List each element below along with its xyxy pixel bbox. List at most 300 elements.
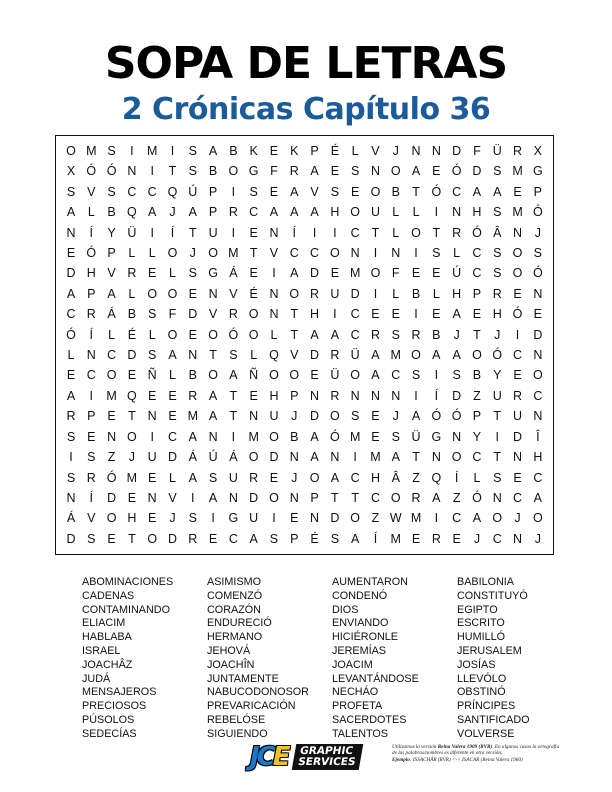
grid-cell[interactable]: N — [289, 490, 299, 505]
grid-cell[interactable]: E — [148, 266, 157, 281]
grid-cell[interactable]: Z — [107, 450, 116, 465]
grid-cell[interactable]: O — [350, 368, 361, 383]
grid-cell[interactable]: P — [87, 409, 96, 424]
grid-cell[interactable]: R — [492, 286, 502, 301]
grid-cell[interactable]: A — [310, 450, 319, 465]
grid-cell[interactable]: A — [472, 511, 482, 526]
grid-cell[interactable]: Í — [89, 327, 94, 342]
grid-cell[interactable]: E — [371, 307, 380, 322]
grid-cell[interactable]: U — [513, 409, 523, 424]
grid-cell[interactable]: E — [127, 490, 137, 505]
grid-cell[interactable]: E — [310, 368, 319, 383]
grid-cell[interactable]: I — [272, 266, 276, 281]
grid-cell[interactable]: C — [107, 348, 117, 363]
grid-cell[interactable]: S — [493, 164, 502, 179]
grid-cell[interactable]: S — [493, 266, 502, 281]
grid-cell[interactable]: J — [128, 450, 136, 465]
grid-cell[interactable]: E — [513, 286, 522, 301]
grid-cell[interactable]: N — [66, 490, 76, 505]
grid-cell[interactable]: N — [249, 409, 259, 424]
grid-cell[interactable]: M — [86, 144, 97, 158]
grid-cell[interactable]: L — [169, 470, 176, 485]
grid-cell[interactable]: N — [370, 388, 380, 403]
grid-cell[interactable]: E — [269, 144, 279, 158]
grid-cell[interactable]: P — [87, 286, 96, 301]
grid-cell[interactable]: C — [66, 307, 76, 322]
grid-cell[interactable]: G — [532, 164, 543, 179]
grid-cell[interactable]: L — [392, 205, 400, 220]
grid-cell[interactable]: Ó — [106, 470, 117, 485]
grid-cell[interactable]: V — [269, 246, 279, 261]
grid-cell[interactable]: S — [452, 368, 461, 383]
grid-cell[interactable]: C — [310, 246, 320, 261]
grid-cell[interactable]: G — [431, 429, 442, 444]
grid-cell[interactable]: M — [512, 164, 523, 179]
grid-cell[interactable]: H — [86, 266, 96, 281]
grid-cell[interactable]: E — [432, 307, 441, 322]
grid-cell[interactable]: N — [269, 307, 279, 322]
grid-cell[interactable]: D — [167, 450, 177, 465]
grid-cell[interactable]: L — [67, 348, 75, 363]
grid-cell[interactable]: N — [310, 388, 320, 403]
grid-cell[interactable]: A — [290, 266, 299, 281]
grid-cell[interactable]: O — [390, 490, 401, 505]
grid-cell[interactable]: T — [412, 450, 420, 465]
grid-cell[interactable]: V — [107, 266, 116, 281]
grid-cell[interactable]: F — [270, 164, 278, 179]
grid-cell[interactable]: C — [228, 531, 238, 546]
grid-cell[interactable]: U — [269, 409, 279, 424]
grid-cell[interactable]: Í — [292, 225, 296, 240]
grid-cell[interactable]: E — [269, 470, 279, 485]
grid-cell[interactable]: R — [513, 144, 523, 158]
grid-cell[interactable]: R — [127, 266, 137, 281]
grid-cell[interactable]: A — [310, 429, 319, 444]
grid-cell[interactable]: I — [414, 246, 418, 261]
grid-cell[interactable]: I — [414, 388, 418, 403]
grid-cell[interactable]: C — [391, 368, 401, 383]
grid-cell[interactable]: U — [370, 205, 380, 220]
grid-cell[interactable]: S — [188, 511, 197, 526]
grid-cell[interactable]: S — [350, 164, 360, 179]
grid-cell[interactable]: E — [513, 184, 522, 199]
grid-cell[interactable]: Á — [107, 307, 116, 322]
grid-cell[interactable]: O — [167, 246, 178, 261]
grid-cell[interactable]: E — [411, 531, 421, 546]
grid-cell[interactable]: P — [107, 246, 116, 261]
grid-cell[interactable]: A — [249, 531, 258, 546]
grid-cell[interactable]: O — [512, 246, 523, 261]
grid-cell[interactable]: P — [290, 531, 299, 546]
grid-cell[interactable]: T — [331, 490, 339, 505]
grid-cell[interactable]: J — [392, 409, 399, 424]
grid-cell[interactable]: N — [350, 388, 360, 403]
grid-cell[interactable]: Á — [188, 450, 197, 465]
grid-cell[interactable]: J — [392, 144, 399, 158]
grid-cell[interactable]: R — [188, 388, 198, 403]
grid-cell[interactable]: D — [310, 409, 320, 424]
grid-cell[interactable]: N — [127, 164, 137, 179]
grid-cell[interactable]: O — [147, 531, 158, 546]
grid-cell[interactable]: L — [250, 348, 258, 363]
grid-cell[interactable]: M — [228, 246, 239, 261]
grid-cell[interactable]: D — [350, 286, 360, 301]
grid-cell[interactable]: É — [310, 531, 319, 546]
grid-cell[interactable]: R — [513, 388, 523, 403]
grid-cell[interactable]: V — [168, 490, 177, 505]
grid-cell[interactable]: O — [269, 368, 279, 383]
grid-cell[interactable]: C — [249, 205, 259, 220]
grid-cell[interactable]: M — [126, 470, 138, 485]
grid-cell[interactable]: I — [231, 429, 236, 444]
grid-cell[interactable]: L — [169, 266, 176, 281]
grid-cell[interactable]: B — [208, 164, 218, 179]
grid-cell[interactable]: Z — [412, 470, 420, 485]
grid-cell[interactable]: N — [269, 286, 279, 301]
grid-cell[interactable]: H — [127, 511, 137, 526]
grid-cell[interactable]: G — [228, 511, 239, 526]
grid-cell[interactable]: H — [452, 286, 462, 301]
grid-cell[interactable]: Í — [454, 470, 459, 485]
grid-cell[interactable]: E — [148, 470, 157, 485]
grid-cell[interactable]: J — [534, 531, 541, 546]
grid-cell[interactable]: Y — [493, 368, 502, 383]
grid-cell[interactable]: D — [269, 450, 279, 465]
grid-cell[interactable]: I — [69, 450, 73, 465]
grid-cell[interactable]: N — [513, 450, 523, 465]
grid-cell[interactable]: E — [330, 266, 340, 281]
grid-cell[interactable]: P — [310, 144, 319, 158]
grid-cell[interactable]: K — [290, 144, 299, 158]
grid-cell[interactable]: E — [330, 164, 340, 179]
grid-cell[interactable]: E — [168, 409, 177, 424]
grid-cell[interactable]: S — [432, 246, 441, 261]
grid-cell[interactable]: M — [370, 450, 381, 465]
grid-cell[interactable]: M — [248, 429, 259, 444]
grid-cell[interactable]: D — [452, 388, 462, 403]
grid-cell[interactable]: O — [127, 429, 137, 444]
grid-cell[interactable]: Ó — [106, 164, 117, 179]
grid-cell[interactable]: R — [330, 348, 340, 363]
grid-cell[interactable]: Q — [127, 388, 137, 403]
grid-cell[interactable]: N — [208, 286, 218, 301]
grid-cell[interactable]: I — [130, 144, 134, 158]
grid-cell[interactable]: S — [411, 368, 421, 383]
grid-cell[interactable]: T — [493, 409, 502, 424]
grid-cell[interactable]: S — [350, 409, 360, 424]
grid-cell[interactable]: A — [411, 409, 421, 424]
grid-cell[interactable]: E — [350, 184, 360, 199]
grid-cell[interactable]: I — [89, 388, 94, 403]
grid-cell[interactable]: O — [248, 307, 259, 322]
grid-cell[interactable]: A — [290, 205, 299, 220]
grid-cell[interactable]: P — [472, 409, 482, 424]
grid-cell[interactable]: A — [452, 307, 461, 322]
grid-cell[interactable]: N — [391, 246, 401, 261]
grid-cell[interactable]: N — [350, 246, 360, 261]
grid-cell[interactable]: T — [128, 409, 136, 424]
grid-cell[interactable]: S — [208, 470, 218, 485]
grid-cell[interactable]: N — [228, 490, 238, 505]
grid-cell[interactable]: R — [411, 327, 421, 342]
grid-cell[interactable]: A — [432, 490, 441, 505]
grid-cell[interactable]: P — [310, 490, 319, 505]
grid-cell[interactable]: I — [373, 286, 378, 301]
grid-cell[interactable]: Í — [373, 531, 378, 546]
grid-cell[interactable]: T — [209, 348, 217, 363]
grid-cell[interactable]: L — [169, 368, 176, 383]
grid-cell[interactable]: A — [229, 368, 238, 383]
grid-cell[interactable]: B — [127, 307, 137, 322]
grid-cell[interactable]: V — [371, 144, 380, 158]
grid-cell[interactable]: C — [472, 450, 482, 465]
grid-cell[interactable]: N — [208, 429, 218, 444]
grid-cell[interactable]: I — [495, 429, 499, 444]
grid-cell[interactable]: S — [391, 429, 400, 444]
grid-cell[interactable]: N — [289, 450, 299, 465]
grid-cell[interactable]: G — [248, 164, 259, 179]
grid-cell[interactable]: Ó — [451, 164, 462, 179]
grid-cell[interactable]: E — [371, 429, 380, 444]
grid-cell[interactable]: T — [412, 184, 420, 199]
grid-cell[interactable]: Í — [89, 225, 94, 240]
grid-cell[interactable]: O — [208, 327, 218, 342]
grid-cell[interactable]: R — [310, 286, 320, 301]
grid-cell[interactable]: I — [272, 511, 276, 526]
grid-cell[interactable]: E — [513, 368, 522, 383]
grid-cell[interactable]: D — [127, 348, 137, 363]
grid-cell[interactable]: C — [127, 184, 137, 199]
grid-cell[interactable]: O — [411, 348, 421, 363]
grid-cell[interactable]: Ó — [532, 266, 543, 281]
grid-cell[interactable]: I — [434, 205, 439, 220]
grid-cell[interactable]: A — [208, 388, 218, 403]
grid-cell[interactable]: N — [452, 429, 462, 444]
grid-cell[interactable]: P — [208, 184, 218, 199]
grid-cell[interactable]: O — [147, 286, 158, 301]
grid-cell[interactable]: R — [411, 490, 421, 505]
grid-cell[interactable]: S — [249, 184, 258, 199]
grid-cell[interactable]: M — [349, 429, 361, 444]
grid-cell[interactable]: E — [533, 307, 542, 322]
grid-cell[interactable]: E — [452, 531, 461, 546]
grid-cell[interactable]: L — [148, 246, 156, 261]
grid-cell[interactable]: D — [330, 511, 340, 526]
grid-cell[interactable]: Ó — [512, 307, 523, 322]
grid-cell[interactable]: I — [434, 511, 439, 526]
grid-cell[interactable]: U — [492, 388, 502, 403]
grid-cell[interactable]: T — [229, 388, 238, 403]
grid-cell[interactable]: I — [191, 490, 195, 505]
grid-cell[interactable]: R — [66, 409, 76, 424]
grid-cell[interactable]: O — [370, 266, 381, 281]
grid-cell[interactable]: U — [330, 286, 340, 301]
grid-cell[interactable]: S — [493, 205, 502, 220]
grid-cell[interactable]: Ó — [66, 327, 76, 342]
grid-cell[interactable]: Í — [434, 388, 439, 403]
grid-cell[interactable]: J — [189, 246, 196, 261]
grid-cell[interactable]: I — [231, 225, 236, 240]
grid-cell[interactable]: A — [533, 490, 542, 505]
grid-cell[interactable]: I — [515, 327, 520, 342]
grid-cell[interactable]: E — [168, 388, 177, 403]
grid-cell[interactable]: C — [350, 307, 360, 322]
grid-cell[interactable]: P — [472, 286, 482, 301]
grid-cell[interactable]: N — [533, 348, 543, 363]
grid-cell[interactable]: Á — [66, 511, 76, 526]
grid-cell[interactable]: Ó — [228, 327, 239, 342]
grid-cell[interactable]: N — [431, 450, 441, 465]
grid-cell[interactable]: O — [248, 327, 259, 342]
grid-cell[interactable]: P — [290, 388, 299, 403]
grid-cell[interactable]: S — [330, 184, 340, 199]
grid-cell[interactable]: J — [494, 327, 501, 342]
grid-cell[interactable]: J — [291, 470, 298, 485]
grid-cell[interactable]: M — [106, 388, 117, 403]
grid-cell[interactable]: Ñ — [249, 368, 259, 383]
grid-cell[interactable]: O — [289, 286, 300, 301]
grid-cell[interactable]: T — [290, 307, 299, 322]
grid-cell[interactable]: M — [390, 348, 401, 363]
grid-cell[interactable]: L — [392, 286, 400, 301]
grid-cell[interactable]: A — [66, 388, 76, 403]
grid-cell[interactable]: O — [532, 511, 543, 526]
grid-cell[interactable]: U — [228, 470, 238, 485]
grid-cell[interactable]: N — [452, 205, 462, 220]
grid-cell[interactable]: E — [432, 266, 441, 281]
grid-cell[interactable]: T — [493, 450, 502, 465]
grid-cell[interactable]: N — [310, 511, 320, 526]
grid-cell[interactable]: C — [86, 368, 96, 383]
grid-cell[interactable]: B — [107, 205, 116, 220]
grid-cell[interactable]: U — [208, 225, 218, 240]
grid-cell[interactable]: Ó — [431, 184, 442, 199]
grid-cell[interactable]: R — [289, 164, 299, 179]
grid-cell[interactable]: V — [87, 511, 96, 526]
grid-cell[interactable]: M — [187, 409, 198, 424]
grid-cell[interactable]: E — [148, 388, 157, 403]
grid-cell[interactable]: V — [87, 184, 96, 199]
grid-cell[interactable]: N — [411, 144, 421, 158]
grid-cell[interactable]: Á — [229, 266, 238, 281]
grid-cell[interactable]: J — [169, 205, 176, 220]
grid-cell[interactable]: O — [390, 164, 401, 179]
grid-cell[interactable]: A — [269, 205, 279, 220]
grid-cell[interactable]: Ü — [492, 144, 502, 158]
grid-cell[interactable]: A — [208, 490, 218, 505]
grid-cell[interactable]: N — [330, 450, 340, 465]
grid-cell[interactable]: Ó — [329, 429, 340, 444]
grid-cell[interactable]: É — [330, 144, 340, 158]
grid-cell[interactable]: S — [229, 348, 238, 363]
grid-cell[interactable]: C — [147, 184, 157, 199]
grid-cell[interactable]: R — [249, 470, 259, 485]
grid-cell[interactable]: V — [310, 184, 319, 199]
grid-cell[interactable]: V — [229, 286, 238, 301]
grid-cell[interactable]: I — [150, 225, 154, 240]
grid-cell[interactable]: E — [148, 511, 157, 526]
grid-cell[interactable]: L — [392, 225, 400, 240]
grid-cell[interactable]: D — [513, 429, 523, 444]
grid-cell[interactable]: T — [249, 246, 258, 261]
grid-cell[interactable]: E — [66, 246, 76, 261]
grid-cell[interactable]: O — [106, 368, 117, 383]
grid-cell[interactable]: A — [310, 164, 319, 179]
grid-cell[interactable]: A — [350, 531, 360, 546]
grid-cell[interactable]: I — [231, 184, 236, 199]
grid-cell[interactable]: X — [533, 144, 542, 158]
grid-cell[interactable]: A — [432, 348, 441, 363]
grid-cell[interactable]: A — [330, 470, 340, 485]
grid-cell[interactable]: N — [147, 409, 157, 424]
grid-cell[interactable]: A — [107, 286, 116, 301]
grid-cell[interactable]: D — [107, 490, 117, 505]
grid-cell[interactable]: O — [269, 490, 279, 505]
grid-cell[interactable]: O — [350, 511, 361, 526]
grid-cell[interactable]: O — [228, 164, 239, 179]
grid-cell[interactable]: D — [249, 490, 259, 505]
grid-cell[interactable]: Z — [473, 388, 481, 403]
grid-cell[interactable]: E — [66, 368, 76, 383]
grid-cell[interactable]: R — [228, 307, 238, 322]
grid-cell[interactable]: I — [312, 225, 317, 240]
grid-cell[interactable]: I — [373, 246, 378, 261]
grid-cell[interactable]: F — [391, 266, 400, 281]
grid-cell[interactable]: C — [452, 511, 462, 526]
grid-cell[interactable]: N — [431, 144, 441, 158]
grid-cell[interactable]: O — [289, 368, 300, 383]
grid-cell[interactable]: Î — [536, 429, 540, 444]
grid-cell[interactable]: A — [188, 429, 197, 444]
grid-cell[interactable]: Q — [167, 184, 178, 199]
grid-cell[interactable]: R — [370, 327, 380, 342]
grid-cell[interactable]: E — [371, 409, 380, 424]
grid-cell[interactable]: B — [391, 184, 400, 199]
grid-cell[interactable]: O — [512, 266, 523, 281]
grid-cell[interactable]: L — [148, 327, 156, 342]
grid-cell[interactable]: N — [513, 225, 523, 240]
grid-cell[interactable]: S — [66, 184, 76, 199]
grid-cell[interactable]: Z — [371, 511, 380, 526]
grid-cell[interactable]: R — [431, 531, 441, 546]
grid-cell[interactable]: N — [86, 348, 96, 363]
grid-cell[interactable]: O — [167, 286, 178, 301]
grid-cell[interactable]: Ó — [451, 409, 462, 424]
grid-cell[interactable]: L — [473, 470, 481, 485]
grid-cell[interactable]: T — [432, 225, 441, 240]
grid-cell[interactable]: J — [514, 511, 521, 526]
grid-cell[interactable]: S — [330, 531, 340, 546]
grid-cell[interactable]: O — [492, 511, 503, 526]
grid-cell[interactable]: E — [249, 225, 258, 240]
grid-cell[interactable]: I — [150, 429, 154, 444]
grid-cell[interactable]: A — [310, 327, 319, 342]
grid-cell[interactable]: L — [270, 327, 278, 342]
grid-cell[interactable]: A — [208, 409, 218, 424]
grid-cell[interactable]: Q — [127, 205, 137, 220]
grid-cell[interactable]: H — [533, 450, 543, 465]
grid-cell[interactable]: C — [350, 470, 360, 485]
grid-cell[interactable]: A — [371, 368, 380, 383]
grid-cell[interactable]: R — [452, 225, 462, 240]
grid-cell[interactable]: B — [188, 368, 197, 383]
grid-cell[interactable]: S — [66, 470, 76, 485]
grid-cell[interactable]: T — [290, 327, 299, 342]
grid-cell[interactable]: S — [533, 246, 542, 261]
grid-cell[interactable]: H — [472, 205, 482, 220]
grid-cell[interactable]: T — [229, 409, 238, 424]
grid-cell[interactable]: R — [86, 470, 96, 485]
